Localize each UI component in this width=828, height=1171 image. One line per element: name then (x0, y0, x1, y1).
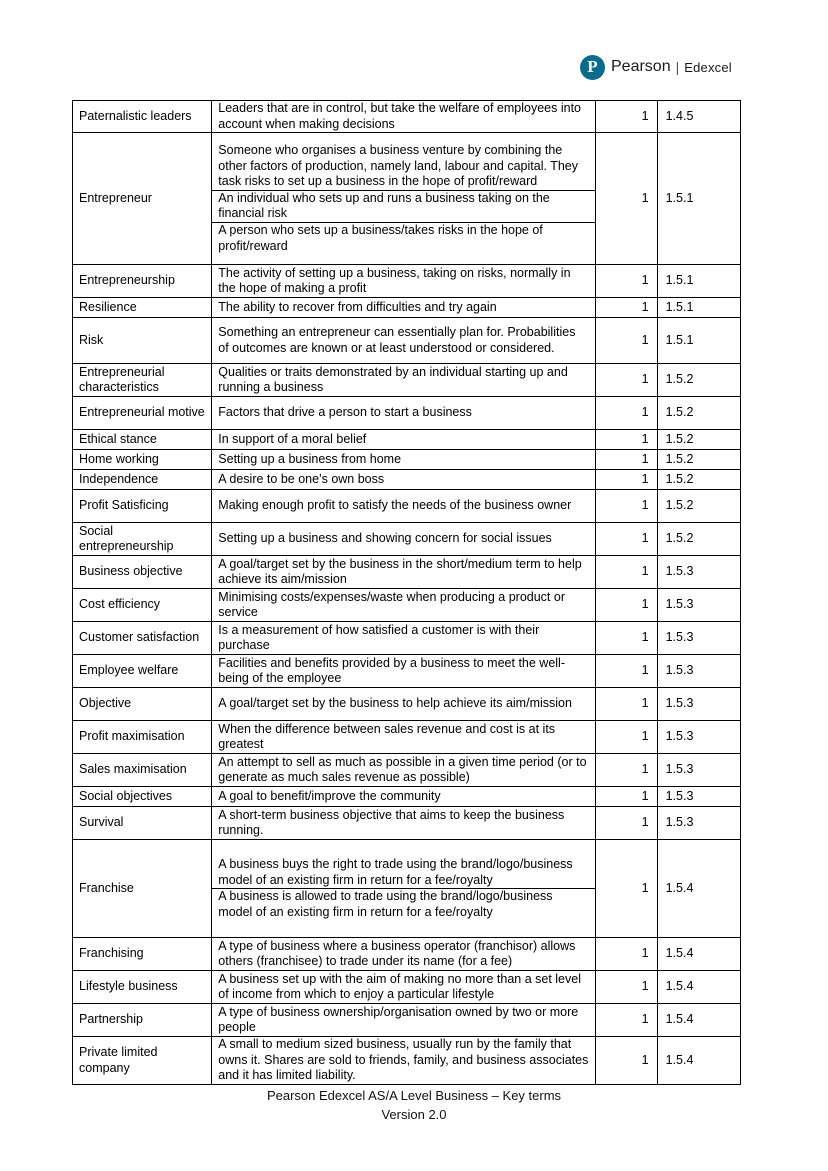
term-spec-reference: 1.5.3 (657, 787, 740, 807)
term-theme-number: 1 (595, 430, 657, 450)
term-theme-number: 1 (595, 523, 657, 556)
term-theme-number: 1 (595, 556, 657, 589)
term-spec-reference: 1.5.4 (657, 938, 740, 971)
term-name: Business objective (73, 556, 212, 589)
term-spec-reference: 1.5.3 (657, 589, 740, 622)
term-definition-cell (212, 490, 595, 523)
term-definition: Factors that drive a person to start a business (218, 405, 472, 420)
term-theme-number: 1 (595, 688, 657, 721)
term-spec-reference: 1.5.4 (657, 840, 740, 938)
term-row (73, 721, 741, 754)
term-definition: Making enough profit to satisfy the needs of the business owner (218, 498, 572, 513)
term-definition-cell (212, 938, 595, 971)
term-row (73, 470, 741, 490)
term-definition: Setting up a business from home (218, 451, 402, 466)
term-definition: A type of business ownership/organisation owned by two or more people (218, 1004, 579, 1035)
term-row (73, 101, 741, 133)
term-row (73, 1004, 741, 1037)
term-row (73, 1037, 741, 1085)
term-definition: A person who sets up a business/takes risks in the hope of profit/reward (212, 222, 594, 254)
term-spec-reference: 1.5.3 (657, 655, 740, 688)
term-name: Entrepreneurial characteristics (73, 364, 212, 397)
term-theme-number: 1 (595, 1037, 657, 1085)
term-definition-cell (212, 754, 595, 787)
term-row (73, 589, 741, 622)
term-definition: Leaders that are in control, but take the welfare of employees into account when making decisions (218, 101, 581, 131)
term-theme-number: 1 (595, 971, 657, 1004)
term-definition-cell (212, 298, 595, 318)
term-definition-cell (212, 840, 595, 938)
term-definition: Something an entrepreneur can essentially plan for. Probabilities of outcomes are known or at least understood or considered. (218, 325, 576, 355)
term-theme-number: 1 (595, 721, 657, 754)
term-spec-reference: 1.4.5 (657, 101, 740, 133)
footer-title: Pearson Edexcel AS/A Level Business – Key terms (266, 1088, 562, 1103)
term-definition-cell (212, 364, 595, 397)
term-name: Customer satisfaction (73, 622, 212, 655)
term-definition-cell (212, 265, 595, 298)
term-definition-cell (212, 430, 595, 450)
term-definition: A type of business where a business operator (franchisor) allows others (franchisee) to trade under its name (for a fee) (218, 938, 576, 969)
term-spec-reference: 1.5.2 (657, 397, 740, 430)
term-theme-number: 1 (595, 840, 657, 938)
term-spec-reference: 1.5.4 (657, 971, 740, 1004)
term-spec-reference: 1.5.2 (657, 450, 740, 470)
term-name: Paternalistic leaders (73, 101, 212, 133)
term-definition: A goal/target set by the business in the short/medium term to help achieve its aim/mission (218, 556, 582, 587)
term-name: Partnership (73, 1004, 212, 1037)
term-row (73, 490, 741, 523)
term-spec-reference: 1.5.4 (657, 1004, 740, 1037)
term-spec-reference: 1.5.2 (657, 364, 740, 397)
page-footer (0, 1086, 828, 1124)
term-name: Survival (73, 807, 212, 840)
term-row (73, 298, 741, 318)
term-spec-reference: 1.5.2 (657, 470, 740, 490)
term-definition: An attempt to sell as much as possible in a given time period (or to generate as much sales revenue as possible) (218, 754, 587, 785)
term-row (73, 450, 741, 470)
term-theme-number: 1 (595, 1004, 657, 1037)
term-definition-cell (212, 133, 595, 265)
term-definition: A business buys the right to trade using the brand/logo/business model of an existing firm in return for a fee/royalty (218, 857, 573, 887)
term-name: Franchising (73, 938, 212, 971)
term-spec-reference: 1.5.1 (657, 133, 740, 265)
term-spec-reference: 1.5.2 (657, 523, 740, 556)
term-theme-number: 1 (595, 938, 657, 971)
term-theme-number: 1 (595, 589, 657, 622)
brand-name: Pearson (611, 58, 671, 75)
term-name: Lifestyle business (73, 971, 212, 1004)
term-spec-reference: 1.5.2 (657, 490, 740, 523)
term-name: Entrepreneurship (73, 265, 212, 298)
term-definition: Setting up a business and showing concern for social issues (218, 531, 552, 546)
term-spec-reference: 1.5.3 (657, 754, 740, 787)
term-row (73, 397, 741, 430)
term-definition-cell (212, 589, 595, 622)
term-definition: When the difference between sales revenue and cost is at its greatest (218, 721, 556, 752)
term-definition-cell (212, 1037, 595, 1085)
term-definition-cell (212, 655, 595, 688)
term-definition: A desire to be one’s own boss (218, 471, 385, 486)
term-definition: Minimising costs/expenses/waste when producing a product or service (218, 589, 565, 620)
term-theme-number: 1 (595, 364, 657, 397)
term-row (73, 688, 741, 721)
term-row (73, 840, 741, 938)
term-name: Entrepreneur (73, 133, 212, 265)
term-spec-reference: 1.5.2 (657, 430, 740, 450)
term-row (73, 556, 741, 589)
term-spec-reference: 1.5.1 (657, 318, 740, 364)
term-row (73, 655, 741, 688)
term-name: Risk (73, 318, 212, 364)
term-definition-cell (212, 807, 595, 840)
term-name: Cost efficiency (73, 589, 212, 622)
footer-version: Version 2.0 (381, 1107, 447, 1122)
term-definition-cell (212, 1004, 595, 1037)
term-name: Ethical stance (73, 430, 212, 450)
term-definition-cell (212, 688, 595, 721)
term-definition: A business set up with the aim of making no more than a set level of income from which to enjoy a particular lifestyle (218, 971, 581, 1002)
term-name: Profit Satisficing (73, 490, 212, 523)
term-row (73, 133, 741, 265)
pearson-edexcel-logo (580, 53, 732, 81)
term-definition-cell (212, 971, 595, 1004)
term-definition: Qualities or traits demonstrated by an individual starting up and running a business (218, 364, 568, 395)
term-theme-number: 1 (595, 470, 657, 490)
term-definition-cell (212, 101, 595, 133)
term-definition: An individual who sets up and runs a business taking on the financial risk (212, 190, 594, 222)
term-definition: A business is allowed to trade using the brand/logo/business model of an existing firm in return for a fee/royalty (212, 888, 594, 920)
term-theme-number: 1 (595, 397, 657, 430)
term-definition: A goal to benefit/improve the community (218, 788, 441, 803)
term-definition-cell (212, 721, 595, 754)
term-theme-number: 1 (595, 318, 657, 364)
term-definition: The ability to recover from difficulties and try again (218, 299, 497, 314)
term-spec-reference: 1.5.1 (657, 298, 740, 318)
term-spec-reference: 1.5.3 (657, 688, 740, 721)
term-name: Profit maximisation (73, 721, 212, 754)
term-definition-cell (212, 523, 595, 556)
term-name: Employee welfare (73, 655, 212, 688)
term-definition-cell (212, 397, 595, 430)
term-name: Sales maximisation (73, 754, 212, 787)
term-theme-number: 1 (595, 655, 657, 688)
term-row (73, 807, 741, 840)
term-theme-number: 1 (595, 807, 657, 840)
term-definition: Is a measurement of how satisfied a customer is with their purchase (218, 622, 540, 653)
pearson-logo-icon: P (580, 55, 605, 80)
term-definition: A goal/target set by the business to help achieve its aim/mission (218, 696, 572, 711)
term-theme-number: 1 (595, 101, 657, 133)
term-row (73, 754, 741, 787)
term-definition-cell (212, 556, 595, 589)
term-theme-number: 1 (595, 298, 657, 318)
term-name: Objective (73, 688, 212, 721)
term-definition: The activity of setting up a business, taking on risks, normally in the hope of making a profit (218, 265, 571, 296)
term-name: Home working (73, 450, 212, 470)
term-definition: Someone who organises a business venture by combining the other factors of production, namely land, labour and capital. They task risks to set up a business in the hope of profit/reward (218, 143, 578, 189)
term-spec-reference: 1.5.1 (657, 265, 740, 298)
term-name: Social objectives (73, 787, 212, 807)
term-row (73, 523, 741, 556)
term-spec-reference: 1.5.3 (657, 556, 740, 589)
term-definition: A short-term business objective that aims to keep the business running. (218, 807, 565, 838)
term-theme-number: 1 (595, 265, 657, 298)
term-definition-cell (212, 787, 595, 807)
term-definition: Facilities and benefits provided by a business to meet the well-being of the employee (218, 655, 565, 686)
term-definition-cell (212, 450, 595, 470)
term-theme-number: 1 (595, 450, 657, 470)
term-row (73, 430, 741, 450)
term-theme-number: 1 (595, 622, 657, 655)
term-name: Resilience (73, 298, 212, 318)
term-spec-reference: 1.5.3 (657, 721, 740, 754)
term-theme-number: 1 (595, 787, 657, 807)
term-definition: In support of a moral belief (218, 431, 367, 446)
term-row (73, 318, 741, 364)
term-definition: A small to medium sized business, usually run by the family that owns it. Shares are sold to friends, family, and business associates and it has limited liability. (218, 1037, 589, 1083)
term-name: Franchise (73, 840, 212, 938)
term-theme-number: 1 (595, 754, 657, 787)
term-row (73, 622, 741, 655)
term-name: Private limited company (73, 1037, 212, 1085)
term-spec-reference: 1.5.3 (657, 622, 740, 655)
term-definition-cell (212, 470, 595, 490)
term-spec-reference: 1.5.3 (657, 807, 740, 840)
term-row (73, 938, 741, 971)
term-spec-reference: 1.5.4 (657, 1037, 740, 1085)
term-row (73, 971, 741, 1004)
brand-separator: | (675, 59, 680, 75)
term-theme-number: 1 (595, 490, 657, 523)
term-row (73, 364, 741, 397)
key-terms-table (72, 100, 741, 1085)
sub-brand-name: Edexcel (684, 59, 732, 75)
term-definition-cell (212, 622, 595, 655)
term-definition-cell (212, 318, 595, 364)
term-theme-number: 1 (595, 133, 657, 265)
term-name: Independence (73, 470, 212, 490)
term-row (73, 787, 741, 807)
term-name: Entrepreneurial motive (73, 397, 212, 430)
term-row (73, 265, 741, 298)
term-name: Social entrepreneurship (73, 523, 212, 556)
